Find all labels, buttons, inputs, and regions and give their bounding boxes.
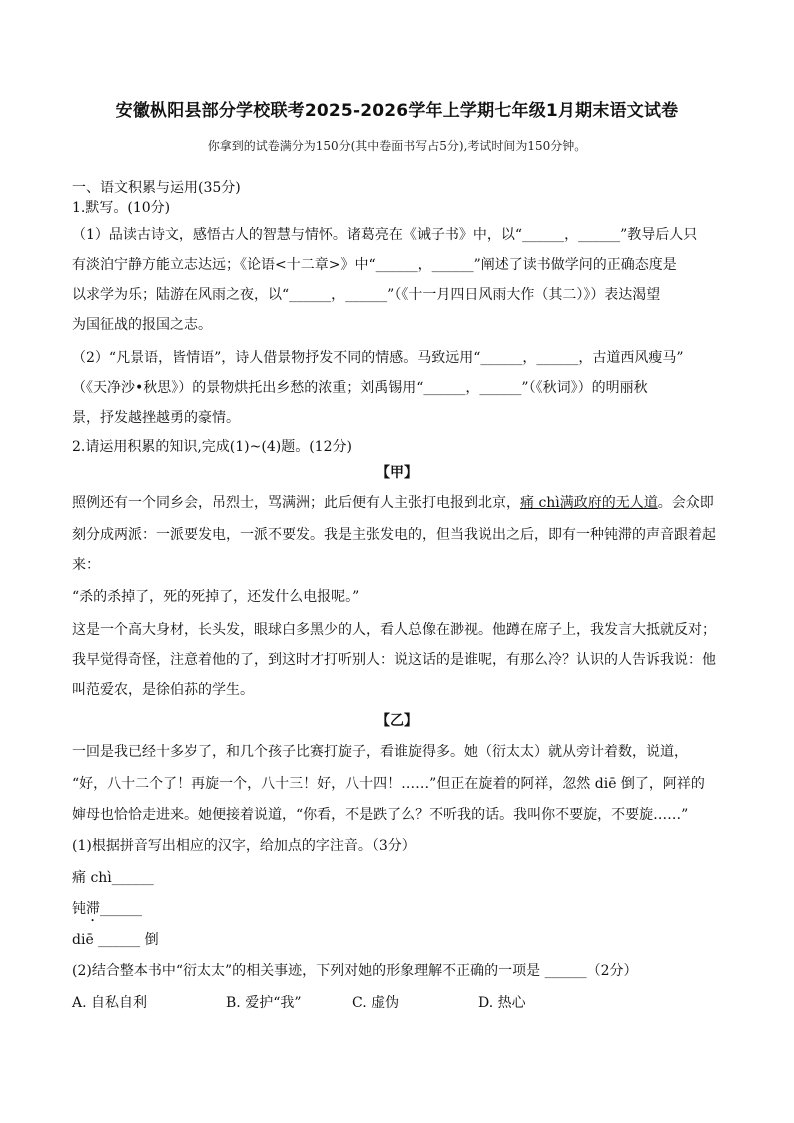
subquestion-2-heading: (2)结合整本书中“衍太太”的相关事迹，下列对她的形象理解不正确的一项是 ______（2分）: [72, 963, 638, 979]
q1-part1-line: 有淡泊宁静方能立志达远；《论语<十二章>》中“______，______”阐述了读书做学问的正确态度是: [72, 257, 677, 273]
q1-part2-line: 景，抒发越挫越勇的豪情。: [72, 410, 240, 426]
passage-jia-line: [72, 493, 722, 513]
dotted-character: 滞: [86, 901, 100, 917]
passage-yi-label: 【乙】: [376, 713, 418, 729]
answer-line: diē ______ 倒: [72, 932, 159, 948]
question-2-heading: 2.请运用积累的知识,完成(1)~(4)题。(12分): [72, 439, 352, 455]
q1-part1-line: 以求学为乐；陆游在风雨之夜，以“______，______”（《十一月四日风雨大作（其二）》）表达渴望: [72, 287, 661, 303]
passage-yi-line: 一回是我已经十多岁了，和几个孩子比赛打旋子，看谁旋得多。她（衍太太）就从旁计着数，说道，: [72, 744, 688, 760]
question-1-heading: 1.默写。(10分): [72, 200, 171, 216]
passage-yi-line: “好，八十二个了！再旋一个，八十三！好，八十四！……”但正在旋着的阿祥，忽然 diē 倒了，阿祥的: [72, 776, 705, 792]
passage-yi-line: 婶母也恰恰走进来。她便接着说道，“你看，不是跌了么？不听我的话。我叫你不要旋，不要旋……”: [72, 807, 689, 823]
exam-subtitle: 你拿到的试卷满分为150分(其中卷面书写占5分),考试时间为150分钟。: [207, 139, 587, 153]
option-c: C. 虚伪: [352, 995, 400, 1011]
passage-text: 照例还有一个同乡会，吊烈士，骂满洲；此后便有人主张打电报到北京，: [72, 495, 520, 511]
option-b: B. 爱护“我”: [226, 995, 302, 1011]
choice-options: [72, 993, 722, 1013]
subquestion-1-heading: (1)根据拼音写出相应的汉字，给加点的字注音。（3分）: [72, 838, 416, 854]
answer-blank: ______: [100, 901, 142, 917]
option-a: A. 自私自利: [72, 995, 148, 1011]
underlined-phrase: 痛 chì满政府的无人道: [520, 495, 658, 511]
q1-part2-line: （《天净沙•秋思》）的景物烘托出乡愁的浓重；刘禹锡用“______，______”（《秋词》）的明丽秋: [72, 380, 648, 396]
q1-part2-line: （2）“凡景语，皆情语”，诗人借景物抒发不同的情感。马致远用“______，______，古道西风瘦马”: [72, 350, 684, 366]
passage-jia-line: 我早觉得奇怪，注意着他的了，到这时才打听别人：说这话的是谁呢，有那么冷？认识的人告诉我说：他: [72, 652, 716, 668]
answer-text: 钝: [72, 901, 86, 917]
passage-jia-line: “杀的杀掉了，死的死掉了，还发什么电报呢。”: [72, 589, 360, 605]
exam-title: 安徽枞阳县部分学校联考2025-2026学年上学期七年级1月期末语文试卷: [115, 101, 679, 121]
passage-jia-line: 叫范爱农，是徐伯荪的学生。: [72, 682, 254, 698]
answer-line: 痛 chì______: [72, 870, 154, 886]
section-heading: 一、语文积累与运用(35分): [72, 180, 241, 196]
passage-jia-label: 【甲】: [376, 465, 418, 481]
passage-jia-line: 这是一个高大身材，长头发，眼球白多黑少的人，看人总像在渺视。他蹲在席子上，我发言大抵就反对；: [72, 622, 716, 638]
passage-jia-line: 来：: [72, 557, 100, 573]
answer-line: [72, 899, 722, 925]
q1-part1-line: （1）品读古诗文，感悟古人的智慧与情怀。诸葛亮在《诫子书》中，以“______，______”教导后人只: [72, 227, 698, 243]
option-d: D. 热心: [478, 995, 526, 1011]
passage-text: 。会众即: [657, 495, 714, 511]
q1-part1-line: 为国征战的报国之志。: [72, 317, 212, 333]
passage-jia-line: 刻分成两派：一派要发电，一派不要发。我是主张发电的，但当我说出之后，即有一种钝滞的声音跟着起: [72, 527, 716, 543]
